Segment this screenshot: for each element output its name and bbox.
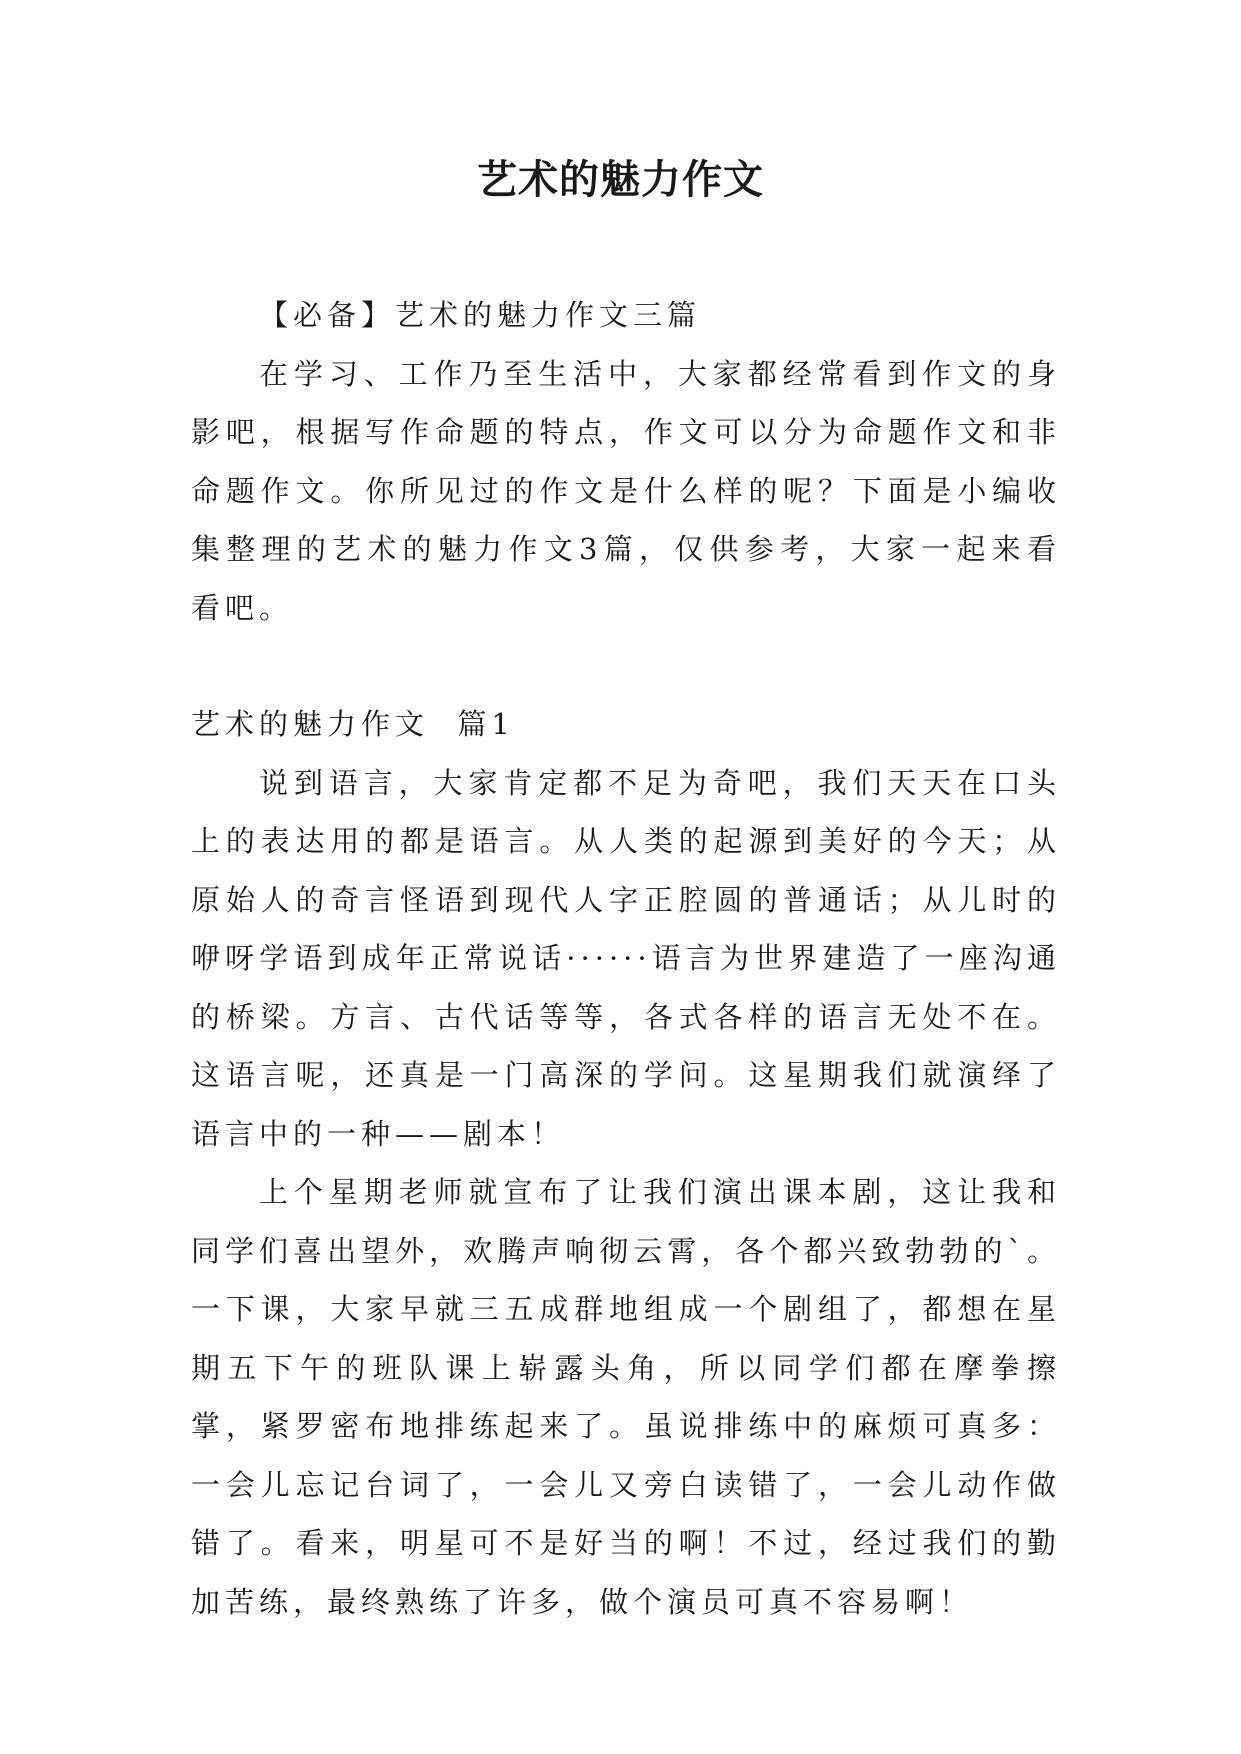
document-body	[191, 286, 1061, 1631]
body-paragraph-1: 说到语言，大家肯定都不足为奇吧，我们天天在口头上的表达用的都是语言。从人类的起源到美好的今天；从原始人的奇言怪语到现代人字正腔圆的普通话；从儿时的咿呀学语到成年正常说话······语言为世界建造了一座沟通的桥梁。方言、古代话等等，各式各样的语言无处不在。这语言呢，还真是一门高深的学问。这星期我们就演绎了语言中的一种——剧本！	[191, 765, 1061, 1151]
document-title: 艺术的魅力作文	[477, 157, 764, 203]
intro-paragraph: 在学习、工作乃至生活中，大家都经常看到作文的身影吧，根据写作命题的特点，作文可以分为命题作文和非命题作文。你所见过的作文是什么样的呢？下面是小编收集整理的艺术的魅力作文3篇，仅供参考，大家一起来看看吧。	[191, 356, 1061, 625]
document-subtitle: 【必备】艺术的魅力作文三篇	[259, 298, 702, 332]
section-heading: 艺术的魅力作文 篇1	[191, 707, 515, 741]
section-spacer	[191, 637, 1061, 695]
body-paragraph-2: 上个星期老师就宣布了让我们演出课本剧，这让我和同学们喜出望外，欢腾声响彻云霄，各个都兴致勃勃的`。一下课，大家早就三五成群地组成一个剧组了，都想在星期五下午的班队课上崭露头角，所以同学们都在摩拳擦掌，紧罗密布地排练起来了。虽说排练中的麻烦可真多：一会儿忘记台词了，一会儿又旁白读错了，一会儿动作做错了。看来，明星可不是好当的啊！不过，经过我们的勤加苦练，最终熟练了许多，做个演员可真不容易啊！	[191, 1175, 1061, 1619]
